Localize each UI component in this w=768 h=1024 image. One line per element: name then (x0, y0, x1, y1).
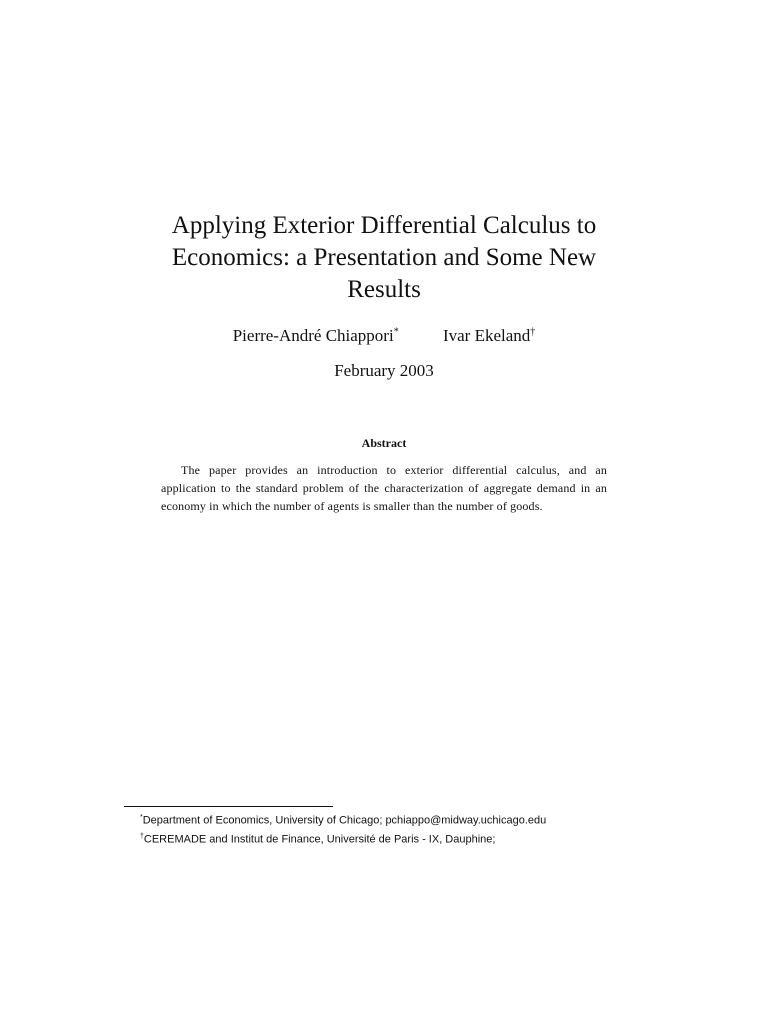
title-line: Results (347, 276, 421, 303)
abstract-text: The paper provides an introduction to exterior differential calculus, and an application to the standard problem of the characterization of aggregate demand in an economy in which the number of agents is smaller than the number of goods. (161, 463, 607, 513)
author-name: Ivar Ekeland (442, 326, 531, 345)
footnote-divider (124, 806, 333, 807)
footnote-text: CEREMADE and Institut de Finance, Université de Paris - IX, Dauphine; (143, 833, 496, 846)
title-line: Economics: a Presentation and Some New (171, 244, 597, 271)
footnote (140, 829, 640, 848)
footnote-mark: † (530, 326, 536, 338)
author-list (0, 326, 768, 346)
paper-title (100, 210, 668, 306)
footnotes (140, 810, 640, 847)
abstract-heading: Abstract (361, 436, 407, 450)
footnote-mark: * (140, 814, 143, 821)
footnote (140, 810, 640, 829)
paper-date: February 2003 (334, 361, 434, 380)
author (443, 326, 535, 346)
author (233, 326, 399, 346)
author-name: Pierre-André Chiappori (232, 326, 394, 345)
footnote-text: Department of Economics, University of Chicago; pchiappo@midway.uchicago.edu (142, 814, 547, 827)
footnote-mark: † (140, 832, 144, 840)
title-line: Applying Exterior Differential Calculus to (171, 212, 597, 239)
footnote-mark: * (393, 326, 399, 338)
